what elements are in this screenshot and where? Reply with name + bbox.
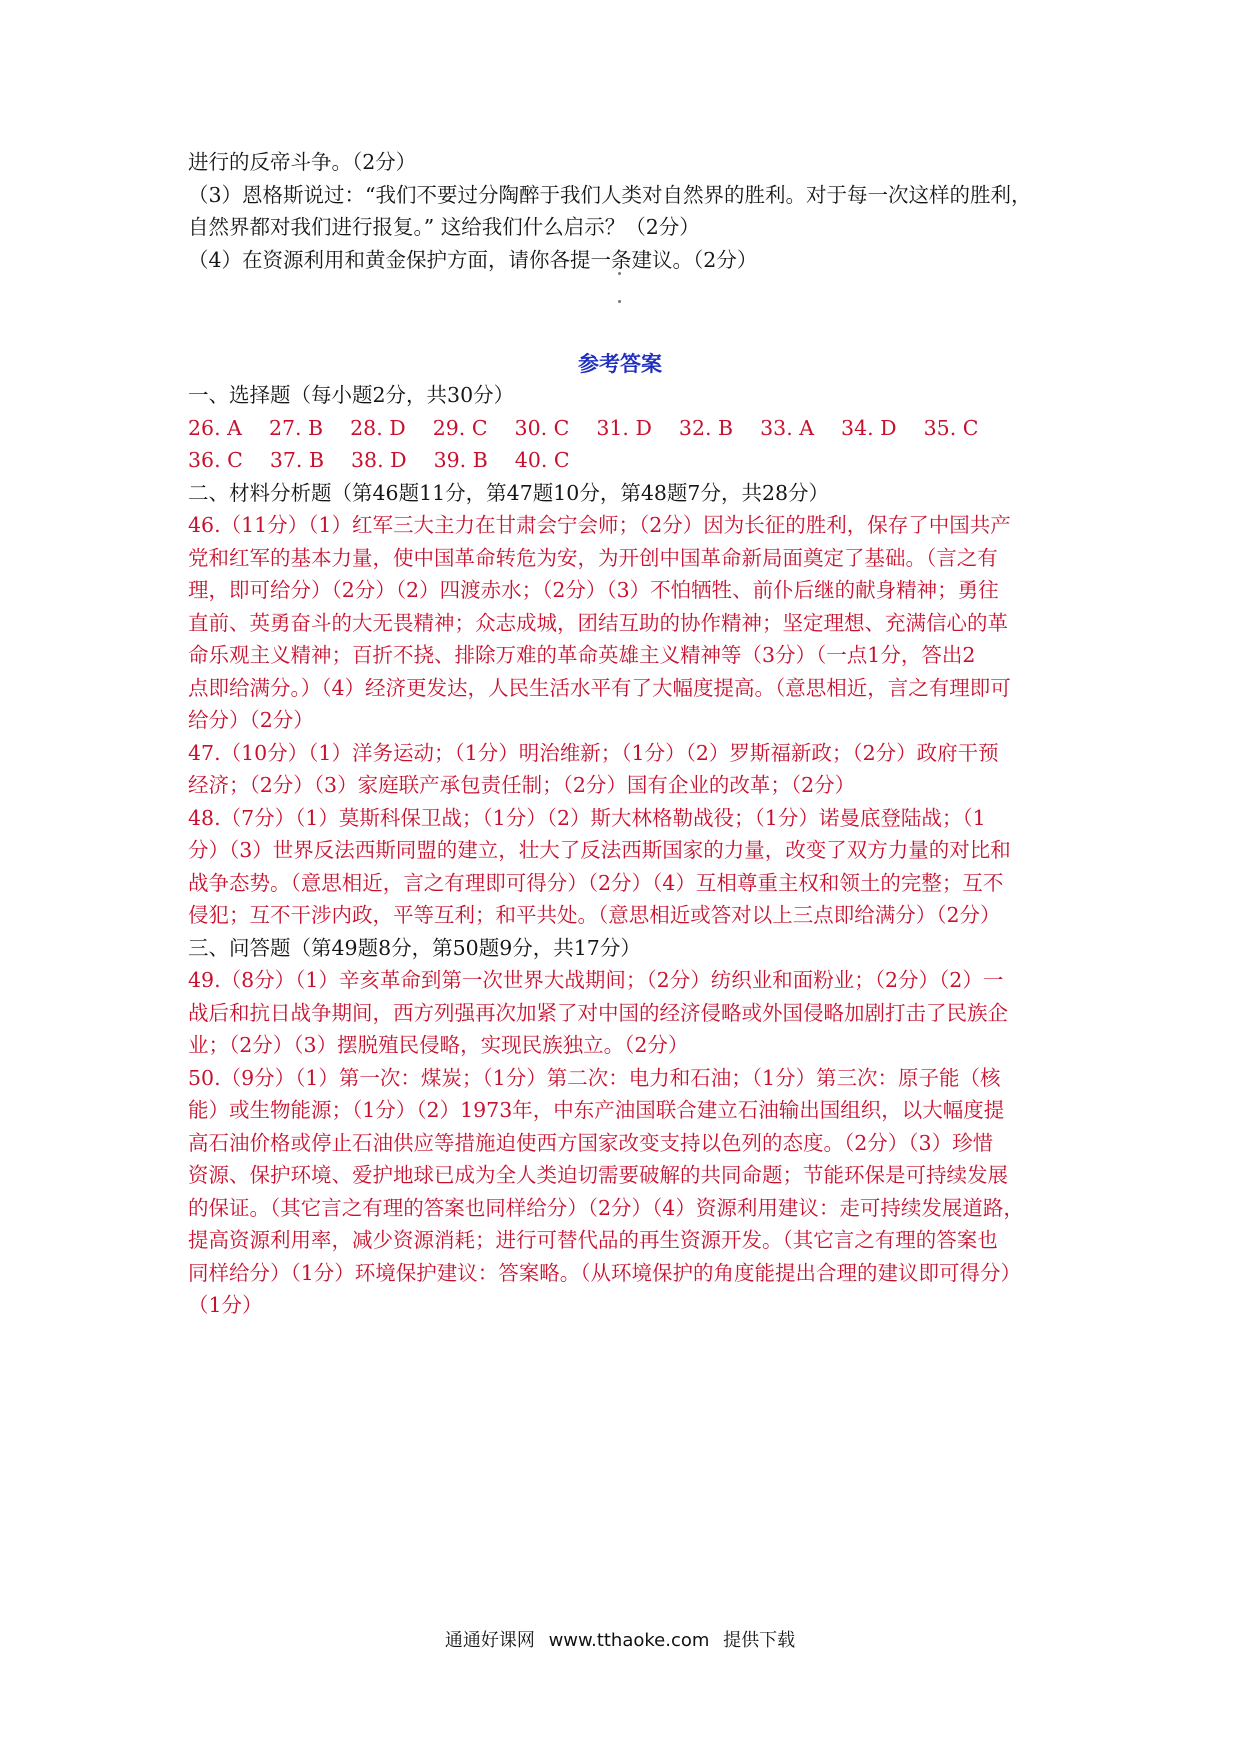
answer-line: 经济；（2分）（3）家庭联产承包责任制；（2分）国有企业的改革；（2分）: [188, 773, 856, 797]
answer-line: 46.（11分）（1）红军三大主力在甘肃会宁会师；（2分）因为长征的胜利，保存了中国共产: [188, 513, 1011, 537]
question-line-4: （4）在资源利用和黄金保护方面，请你各提一条建议。（2分）: [188, 247, 758, 272]
answer-line: 三、问答题（第49题8分，第50题9分，共17分）: [188, 935, 641, 960]
answer-line: （1分）: [188, 1293, 263, 1317]
answer-line: 49.（8分）（1）辛亥革命到第一次世界大战期间；（2分）纺织业和面粉业；（2分）（2）一: [188, 968, 1004, 992]
question-line-1: 进行的反帝斗争。（2分）: [188, 150, 417, 174]
answer-line: 二、材料分析题（第46题11分，第47题10分，第48题7分，共28分）: [188, 480, 830, 505]
answer-line: 党和红军的基本力量，使中国革命转危为安，为开创中国革命新局面奠定了基础。（言之有: [188, 545, 998, 570]
footer: [0, 1626, 1240, 1652]
answer-line: 给分）（2分）: [188, 708, 314, 732]
answer-section: [188, 379, 1058, 1322]
answer-line: 26. A 27. B 28. D 29. C 30. C 31. D 32. B 33. A 34. D 35. C: [188, 415, 979, 440]
answer-line: 战后和抗日战争期间，西方列强再次加紧了对中国的经济侵略或外国侵略加剧打击了民族企: [188, 1000, 1008, 1025]
answer-line: 分）（3）世界反法西斯同盟的建立，壮大了反法西斯国家的力量，改变了双方力量的对比和: [188, 838, 1011, 862]
answer-line: 36. C 37. B 38. D 39. B 40. C: [188, 448, 570, 472]
answer-line: 一、选择题（每小题2分，共30分）: [188, 383, 515, 407]
question-line-3: 自然界都对我们进行报复。” 这给我们什么启示？（2分）: [188, 215, 700, 239]
answer-line: 47.（10分）（1）洋务运动；（1分）明治维新；（1分）（2）罗斯福新政；（2分）政府干预: [188, 740, 999, 765]
footer-url[interactable]: www.tthaoke.com: [548, 1630, 710, 1651]
answer-line: 的保证。（其它言之有理的答案也同样给分）（2分）（4）资源利用建议：走可持续发展道路，: [188, 1195, 1024, 1220]
stray-dot: [618, 272, 621, 275]
answer-line: 50.（9分）（1）第一次：煤炭；（1分）第二次：电力和石油；（1分）第三次：原子能（核: [188, 1065, 1001, 1090]
question-line-2: （3）恩格斯说过：“我们不要过分陶醉于我们人类对自然界的胜利。对于每一次这样的胜利，: [188, 182, 1032, 207]
answer-line: 同样给分）（1分）环境保护建议：答案略。（从环境保护的角度能提出合理的建议即可得分）: [188, 1260, 1022, 1285]
answer-line: 战争态势。（意思相近，言之有理即可得分）（2分）（4）互相尊重主权和领土的完整；互不: [188, 870, 1004, 895]
answer-line: 直前、英勇奋斗的大无畏精神；众志成城，团结互助的协作精神；坚定理想、充满信心的革: [188, 610, 1008, 635]
answer-line: 能）或生物能源；（1分）（2）1973年，中东产油国联合建立石油输出国组织，以大幅度提: [188, 1098, 1005, 1122]
answer-line: 理，即可给分）（2分）（2）四渡赤水；（2分）（3）不怕牺牲、前仆后继的献身精神；勇往: [188, 578, 999, 602]
footer-site-name: 通通好课网: [444, 1630, 535, 1651]
footer-suffix: 提供下载: [723, 1630, 796, 1651]
answer-title: 参考答案: [578, 352, 662, 376]
answer-line: 高石油价格或停止石油供应等措施迫使西方国家改变支持以色列的态度。（2分）（3）珍惜: [188, 1130, 994, 1155]
answer-line: 资源、保护环境、爱护地球已成为全人类迫切需要破解的共同命题；节能环保是可持续发展: [188, 1163, 1008, 1187]
stray-dot: [618, 300, 621, 303]
question-tail: [188, 146, 1058, 276]
answer-line: 侵犯；互不干涉内政，平等互利；和平共处。（意思相近或答对以上三点即给满分）（2分）: [188, 903, 1001, 927]
answer-line: 提高资源利用率，减少资源消耗；进行可替代品的再生资源开发。（其它言之有理的答案也: [188, 1228, 998, 1252]
answer-line: 命乐观主义精神；百折不挠、排除万难的革命英雄主义精神等（3分）（一点1分，答出2: [188, 643, 976, 667]
answer-line: 业；（2分）（3）摆脱殖民侵略，实现民族独立。（2分）: [188, 1033, 689, 1057]
answer-line: 点即给满分。）（4）经济更发达，人民生活水平有了大幅度提高。（意思相近，言之有理即可: [188, 675, 1011, 700]
answer-line: 48.（7分）（1）莫斯科保卫战；（1分）（2）斯大林格勒战役；（1分）诺曼底登陆战；（1: [188, 805, 986, 830]
